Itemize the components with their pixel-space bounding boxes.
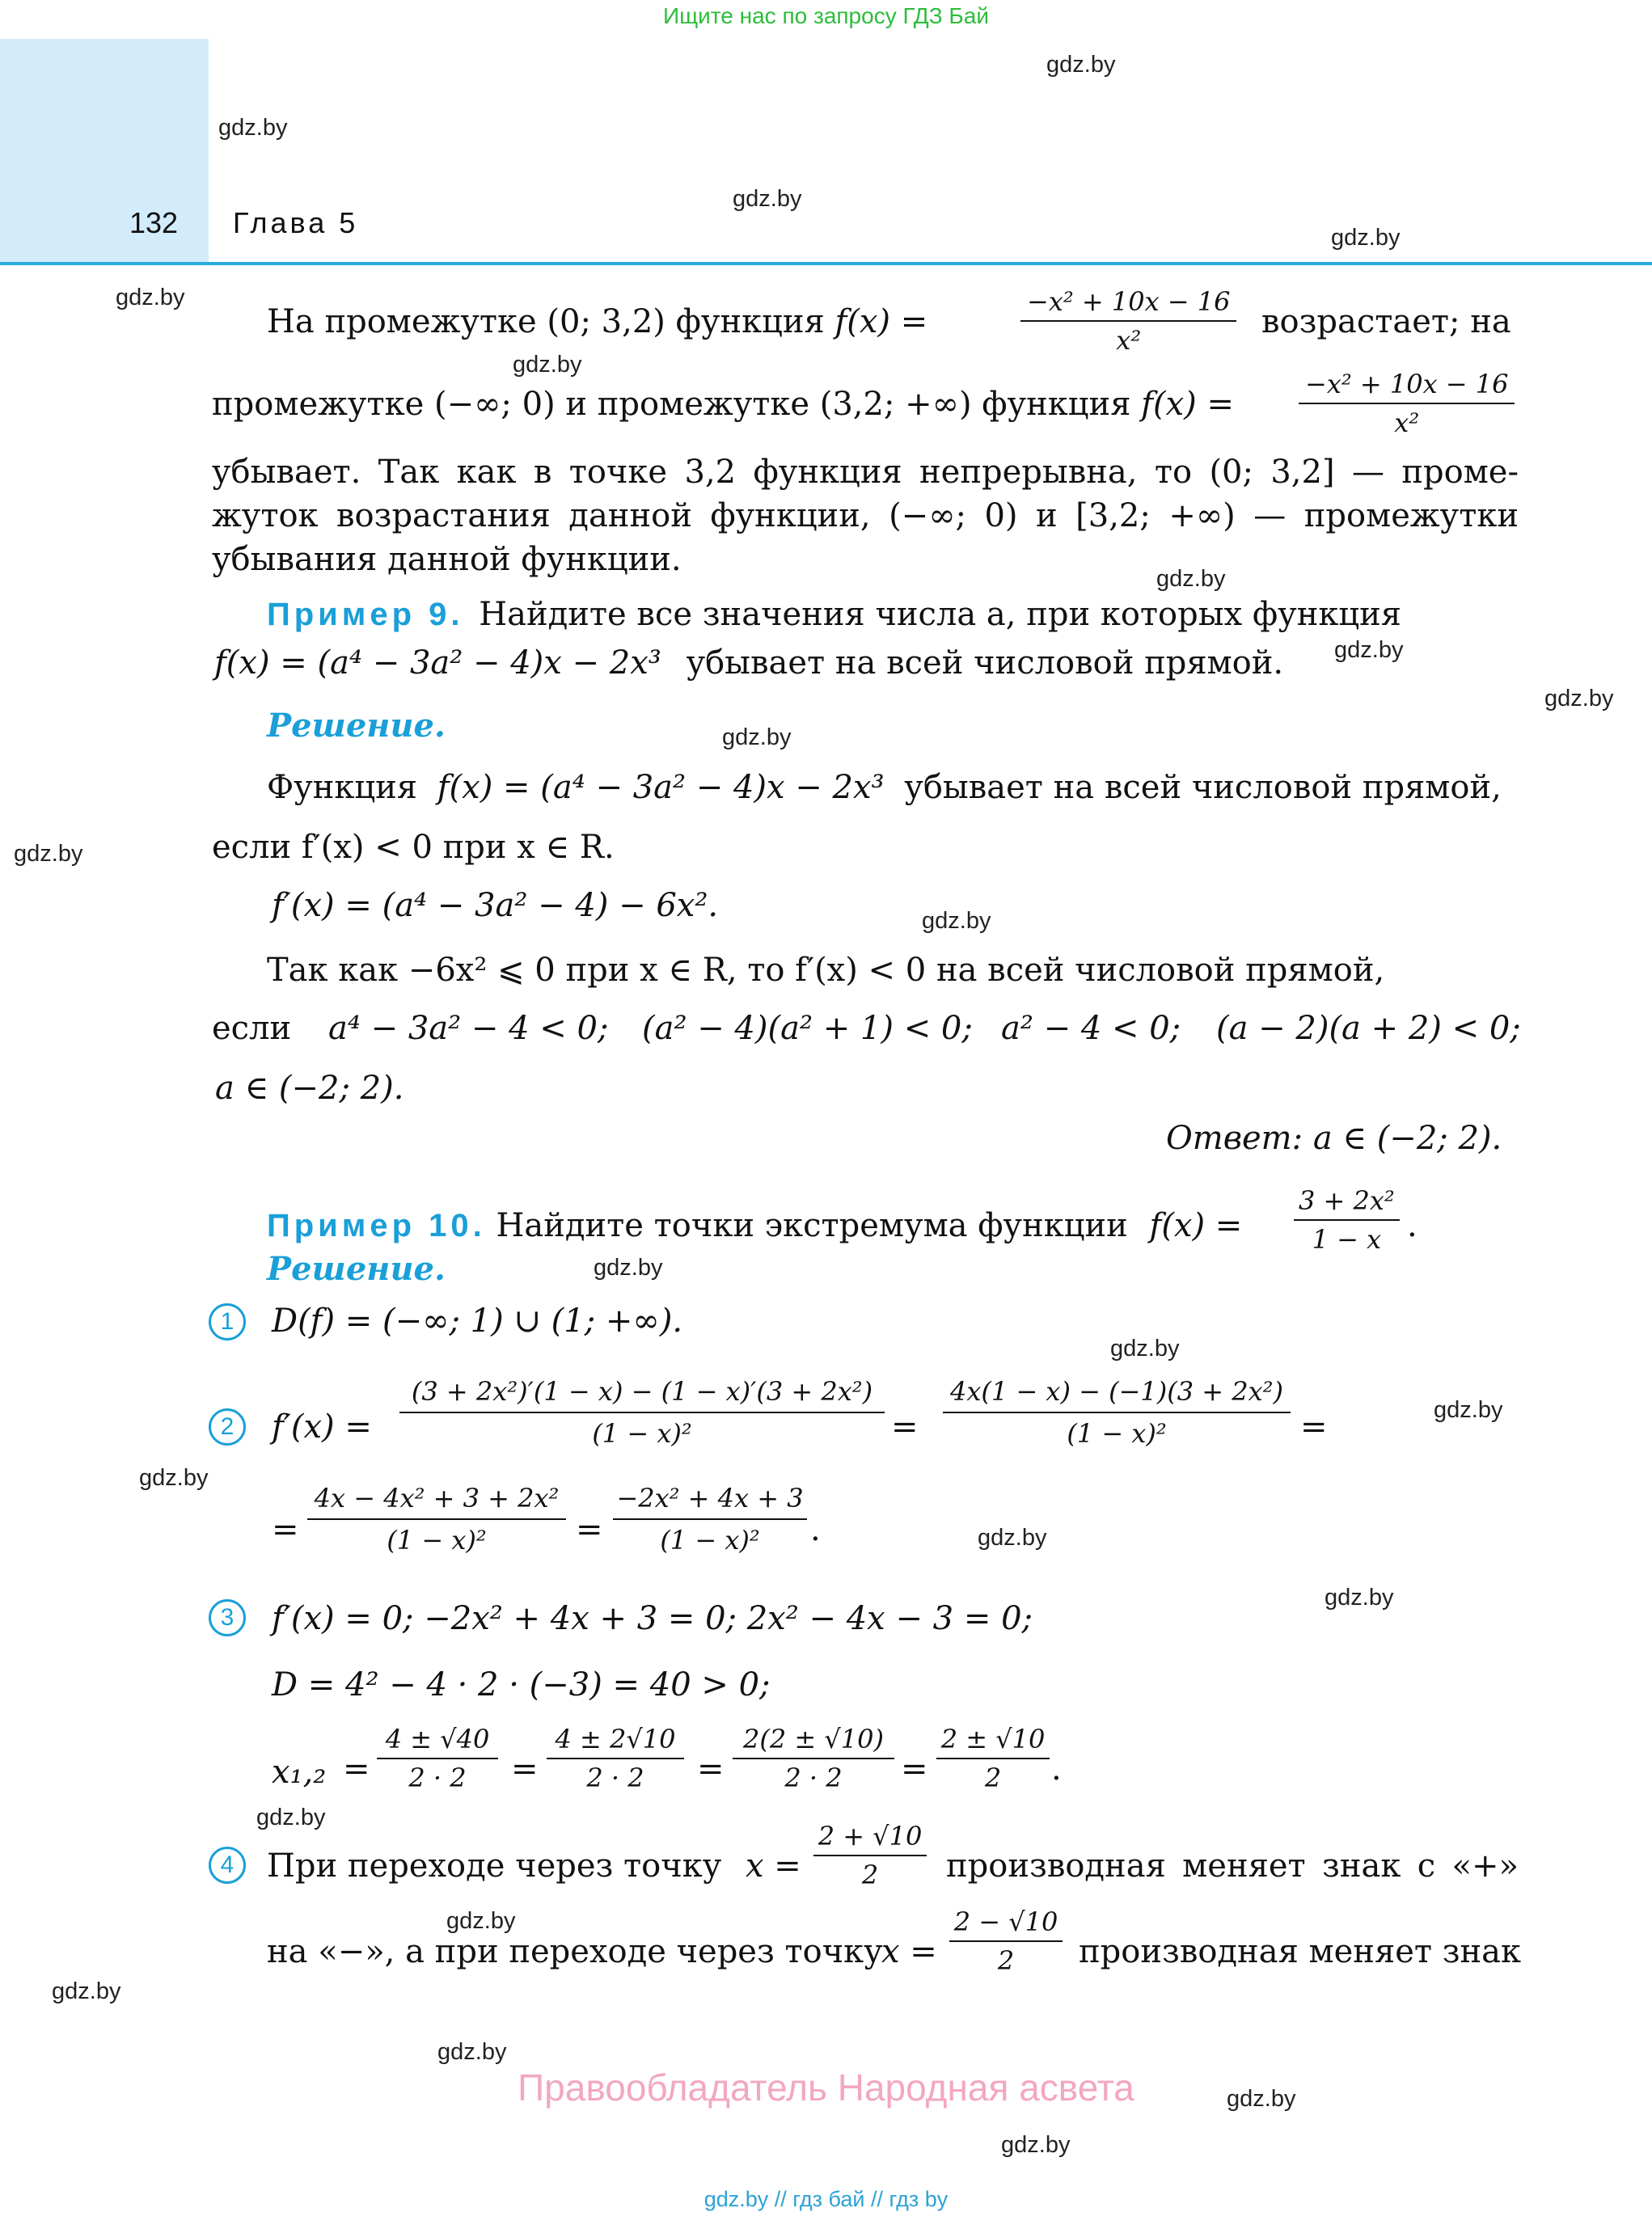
watermark: gdz.by [1001,2132,1071,2158]
page-number: 132 [129,206,179,239]
roots-fraction-1 [377,1724,498,1793]
example10-title: Пример 10. [267,1208,486,1243]
period: . [1407,1207,1418,1244]
equals-sign: = [697,1750,725,1788]
fraction-numerator: 2 + √10 [813,1821,927,1856]
inequality-2: (a² − 4)(a² + 1) < 0; [642,1010,973,1047]
x-equals: x = [746,1847,801,1885]
watermark: gdz.by [1325,1585,1394,1611]
inequality-4: (a − 2)(a + 2) < 0; [1216,1010,1521,1047]
watermark: gdz.by [116,285,185,310]
intro-line-4: жуток возрастания данной функции, (−∞; 0) и [3,2; +∞) — промежутки [212,497,1519,534]
step4-text: на «−», а при переходе через точку [267,1933,883,1970]
fraction-numerator: −x² + 10x − 16 [1299,369,1515,404]
fraction-denominator: (1 − x)² [592,1418,692,1449]
equals-sign: = [272,1511,299,1548]
discriminant: D = 4² − 4 · 2 · (−3) = 40 > 0; [272,1666,771,1704]
step-2-marker: 2 [209,1408,246,1446]
fraction-denominator: 2 [861,1860,879,1890]
example9-function: f(x) = (a⁴ − 3a² − 4)x − 2x³ [437,769,885,806]
fraction-denominator: 1 − x [1312,1224,1382,1255]
watermark: gdz.by [256,1805,326,1830]
example10-fraction [1294,1185,1400,1255]
period: . [1051,1750,1062,1788]
fraction-denominator: x² [1394,407,1420,438]
watermark: gdz.by [446,1908,516,1934]
x-equals: x = [881,1933,937,1970]
fraction-numerator: −x² + 10x − 16 [1020,286,1236,322]
solution-text: Функция [267,769,418,806]
watermark: gdz.by [1331,225,1401,251]
inequality-1: a⁴ − 3a² − 4 < 0; [328,1010,609,1047]
step4-text: производная меняет знак с «+» [946,1847,1519,1885]
step-1-marker: 1 [209,1303,246,1340]
equals-sign: = [1300,1408,1328,1446]
example9-solution-label: Решение. [267,707,446,745]
derivative-lhs: f′(x) = [272,1408,372,1446]
watermark: gdz.by [52,1978,121,2004]
fraction-denominator: 2 · 2 [586,1763,644,1793]
roots-fraction-3 [733,1724,894,1793]
example9-function: f(x) = (a⁴ − 3a² − 4)x − 2x³ [214,644,661,682]
example9-task-tail: убывает на всей числовой прямой. [686,644,1284,682]
fraction-denominator: (1 − x)² [387,1525,487,1556]
roots-fraction-2 [547,1724,684,1793]
equals-sign: = [891,1408,919,1446]
example9-solution-line-1 [267,771,1502,804]
fraction-numerator: 4 ± √40 [377,1724,498,1759]
fraction-numerator: 3 + 2x² [1294,1185,1400,1221]
point-fraction-2 [949,1906,1063,1976]
equals-sign: = [343,1750,370,1788]
fraction-numerator: 4x(1 − x) − (−1)(3 + 2x²) [943,1376,1291,1413]
chapter-title: Глава 5 [233,206,359,239]
fraction-denominator: 2 · 2 [784,1763,843,1793]
watermark: gdz.by [1110,1336,1180,1362]
fraction-numerator: 2 ± √10 [936,1724,1050,1759]
fraction-numerator: 2 − √10 [949,1906,1063,1942]
solution-text: если [212,1010,292,1047]
fraction-numerator: 4 ± 2√10 [547,1724,684,1759]
domain-line: D(f) = (−∞; 1) ∪ (1; +∞). [272,1302,683,1340]
footer-links[interactable]: gdz.by // гдз бай // гдз by [703,2187,949,2211]
answer-label: Ответ: [1166,1120,1303,1157]
intro-text: возрастает; на [1261,303,1511,340]
fraction-numerator: 4x − 4x² + 3 + 2x² [307,1483,566,1520]
intro-text: На промежутке (0; 3,2) функция [267,303,825,340]
example9-result: a ∈ (−2; 2). [215,1070,404,1107]
example9-heading [267,598,1519,631]
step-4-marker: 4 [209,1847,246,1884]
step4-text: При переходе через точку [267,1847,722,1885]
example9-solution-line-2: если f′(x) < 0 при x ∈ R. [212,829,615,866]
fraction-numerator: −2x² + 4x + 3 [613,1483,807,1520]
intro-line-2 [212,386,1234,423]
watermark: gdz.by [14,841,83,867]
derivative-fraction-3 [307,1483,566,1556]
example9-task: Найдите все значения числа a, при которых функция [479,596,1401,633]
step-3-marker: 3 [209,1599,246,1636]
intro-line-5: убывания данной функции. [212,541,682,578]
watermark: gdz.by [1046,52,1116,78]
step4-text: производная меняет знак [1079,1933,1522,1970]
watermark: gdz.by [1434,1397,1503,1423]
example9-title: Пример 9. [267,597,464,632]
watermark: gdz.by [218,115,288,141]
intro-fraction-1 [1020,286,1236,356]
fraction-denominator: 2 [997,1945,1015,1976]
fraction-numerator: (3 + 2x²)′(1 − x) − (1 − x)′(3 + 2x²) [399,1376,885,1413]
fraction-denominator: (1 − x)² [660,1525,760,1556]
function-label: f(x) = [834,303,928,340]
equals-sign: = [901,1750,928,1788]
derivative-fraction-4 [613,1483,807,1556]
header-rule [0,262,1652,265]
roots-fraction-4 [936,1724,1050,1793]
fraction-denominator: x² [1116,325,1142,356]
example9-derivative: f′(x) = (a⁴ − 3a² − 4) − 6x². [272,887,719,924]
top-banner: Ищите нас по запросу ГДЗ Бай [662,3,990,28]
watermark: gdz.by [437,2039,507,2065]
intro-text: промежутке (−∞; 0) и промежутке (3,2; +∞) функция [212,386,1131,423]
point-fraction-1 [813,1821,927,1890]
watermark: gdz.by [1227,2086,1296,2112]
watermark: gdz.by [733,186,802,212]
fraction-denominator: 2 · 2 [408,1763,467,1793]
equals-sign: = [576,1511,603,1548]
period: . [810,1511,821,1548]
watermark: gdz.by [722,724,792,750]
roots-label: x₁,₂ [272,1754,327,1791]
watermark: gdz.by [594,1255,663,1281]
watermark: gdz.by [978,1525,1047,1551]
intro-line-3: убывает. Так как в точке 3,2 функция непрерывна, то (0; 3,2] — проме- [212,454,1519,491]
fraction-denominator: (1 − x)² [1067,1418,1167,1449]
function-label: f(x) = [1149,1207,1243,1244]
copyright-holder: Правообладатель Народная асвета [518,2067,1134,2109]
intro-fraction-2 [1299,369,1515,438]
watermark: gdz.by [1544,686,1614,711]
critical-points-equation: f′(x) = 0; −2x² + 4x + 3 = 0; 2x² − 4x − 3 = 0; [272,1600,1033,1637]
inequality-3: a² − 4 < 0; [1001,1010,1181,1047]
watermark: gdz.by [513,352,582,378]
answer-value: a ∈ (−2; 2). [1312,1120,1502,1157]
example10-heading [267,1207,1243,1244]
fraction-denominator: 2 [984,1763,1002,1793]
example9-solution-line-4: Так как −6x² ⩽ 0 при x ∈ R, то f′(x) < 0 на всей числовой прямой, [267,952,1385,989]
derivative-fraction-2 [943,1376,1291,1449]
function-label: f(x) = [1141,386,1234,423]
example10-task: Найдите точки экстремума функции [496,1207,1128,1244]
intro-line-1 [267,303,928,340]
example9-answer [1166,1122,1502,1155]
watermark: gdz.by [139,1465,209,1491]
example10-solution-label: Решение. [267,1250,446,1288]
solution-text: убывает на всей числовой прямой, [904,769,1502,806]
derivative-fraction-1 [399,1376,885,1449]
fraction-numerator: 2(2 ± √10) [733,1724,894,1759]
watermark: gdz.by [1156,566,1226,592]
example9-task-line-2 [214,644,1284,682]
watermark: gdz.by [1334,637,1404,663]
equals-sign: = [511,1750,539,1788]
watermark: gdz.by [922,908,991,934]
